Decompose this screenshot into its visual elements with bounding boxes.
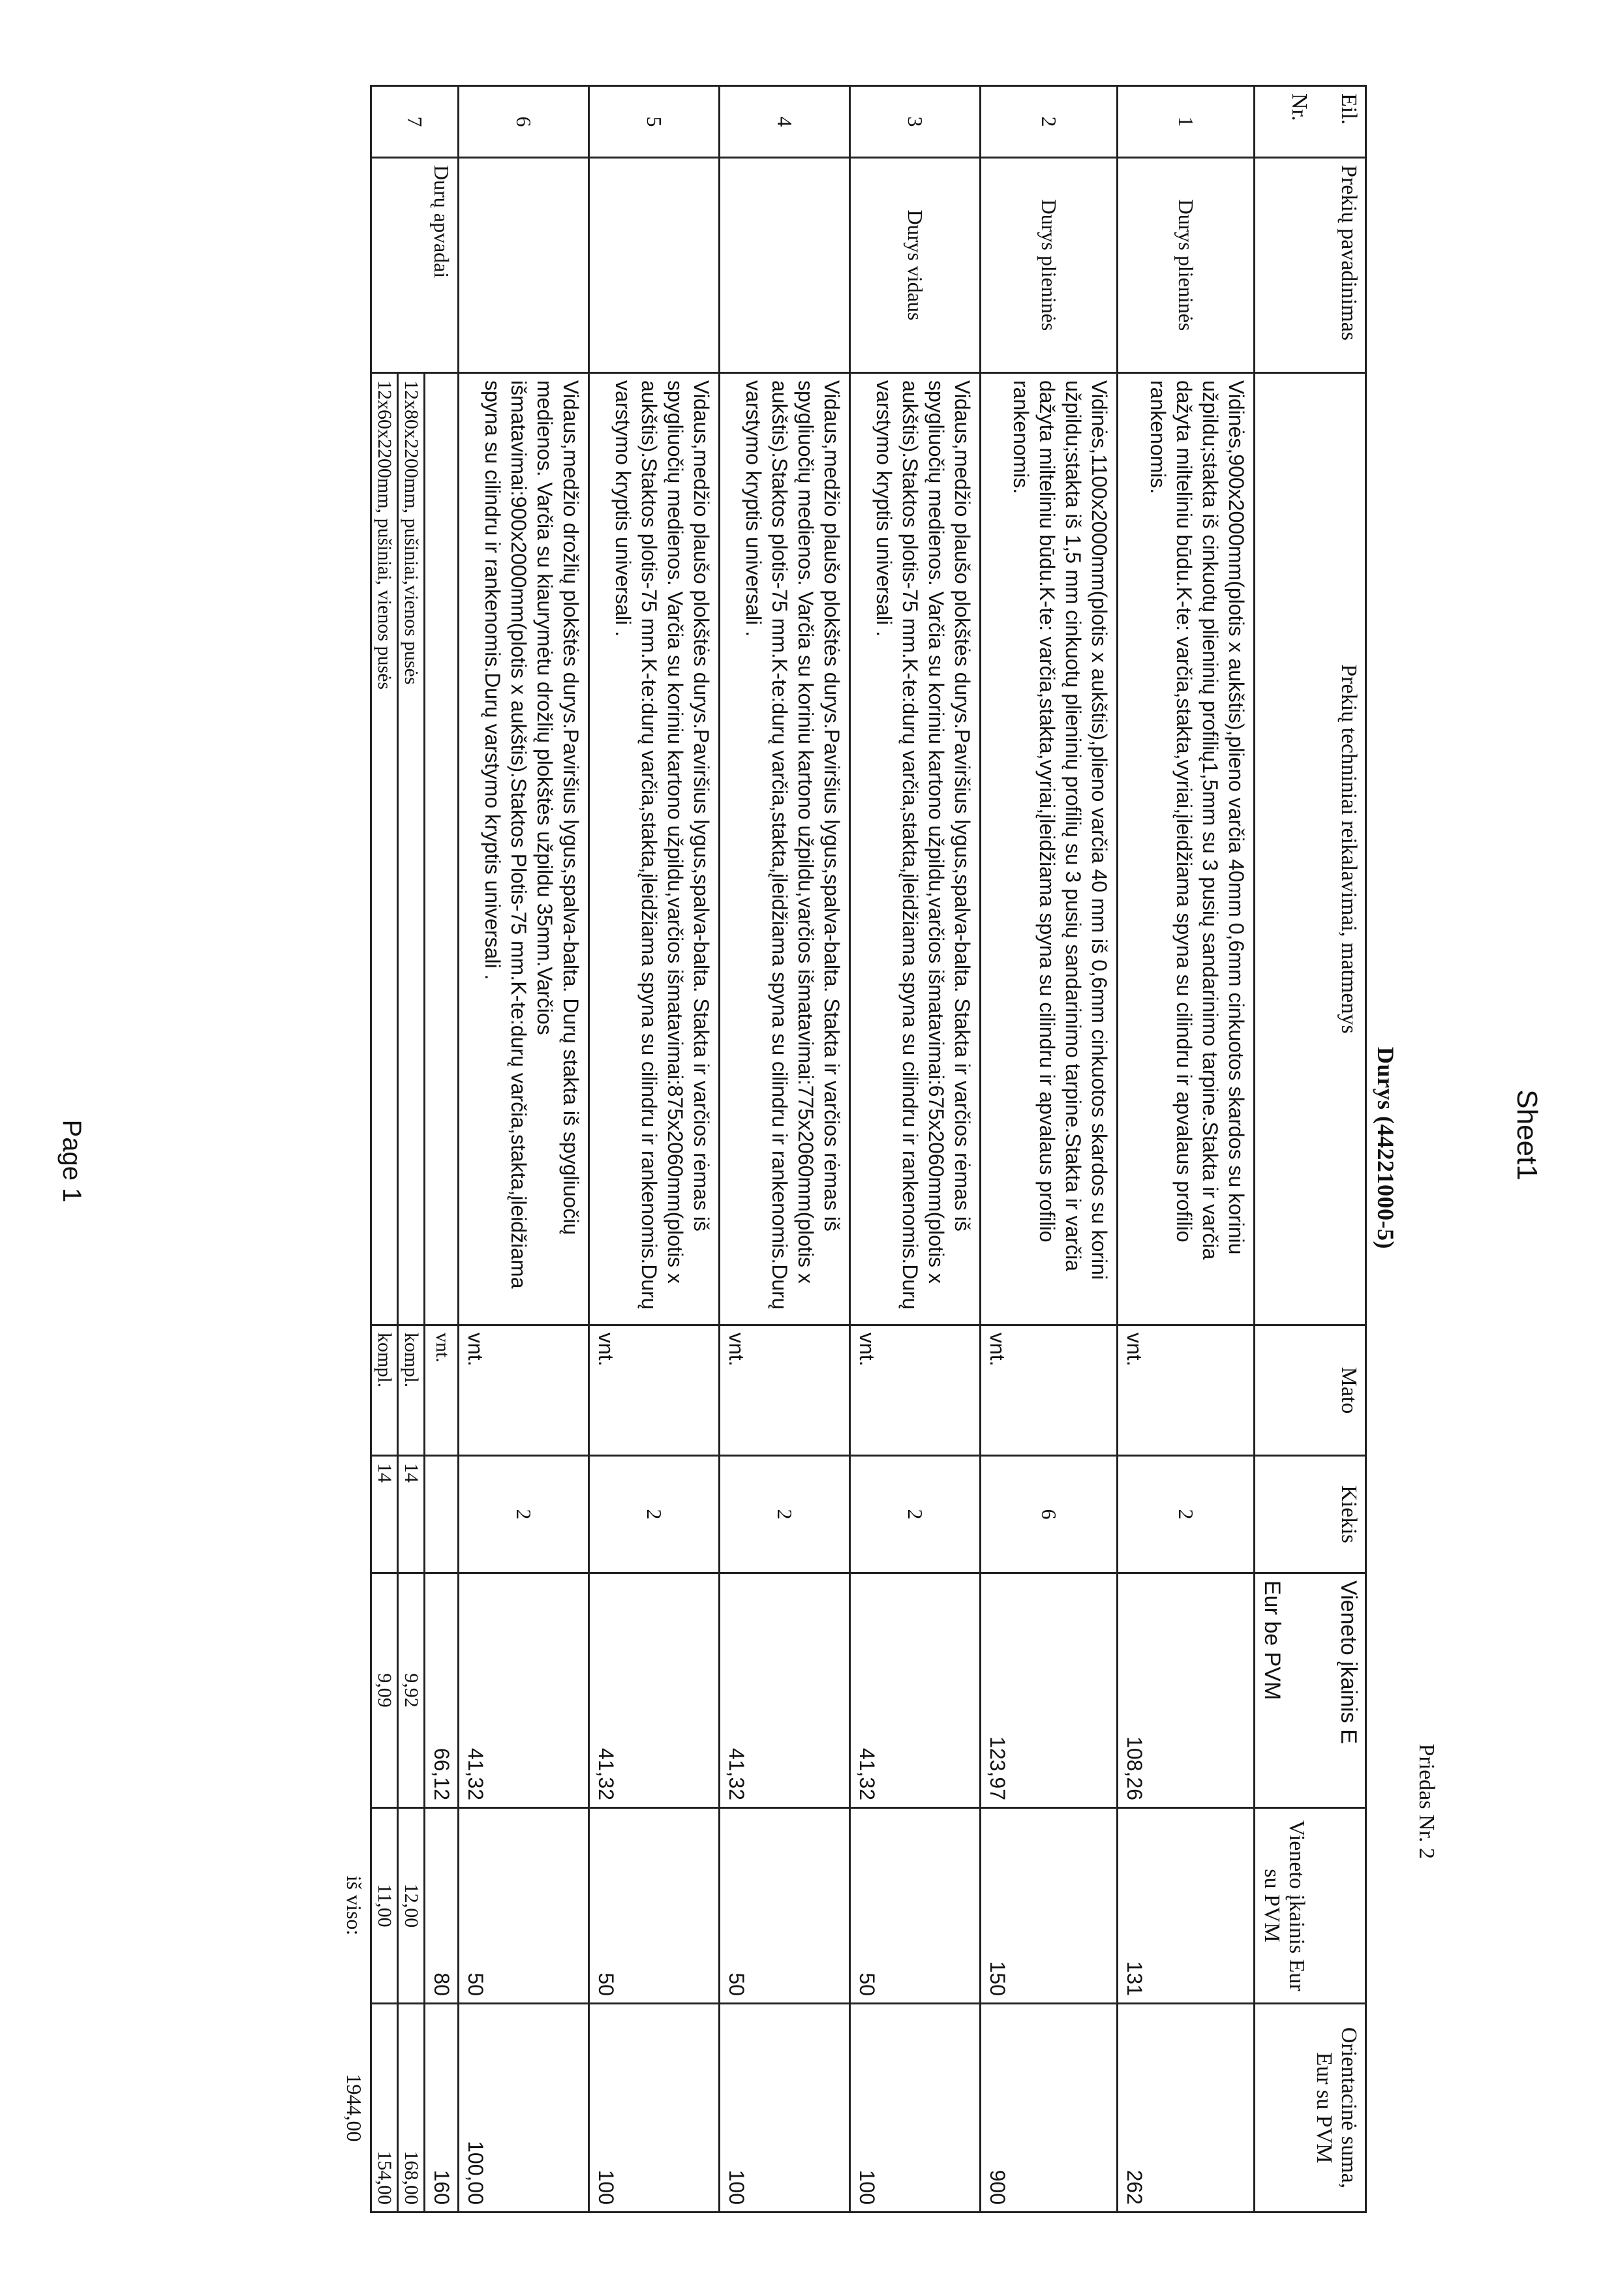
totals-row: [338, 86, 371, 2213]
table-row: 7 Durų apvadai vnt. 66,12 80 160: [425, 86, 459, 2213]
total-value: 1944,00: [343, 2074, 366, 2142]
header-unit-price-vat: Vieneto įkainis Eur su PVM: [1255, 1808, 1366, 2004]
row-description: Vidinės,900x2000mm(plotis x aukštis),plieno varčia 40mm 0,6mm cinkuotos skardos su koriniu užpildu;stakta iš cinkuotų plieninių profilių1,5mm su 3 pusių sandarinimo tarpine.Stakta ir varčia dažyta milteliniu būdu.K-te: varčia,stakta,vyriai,įleidžiama spyna su cilindru ir apvalaus profilio rankenomis.: [1118, 373, 1255, 1325]
table-row: 12x60x2200mm, pušiniai, vienos pusės kompl. 14 9,09 11,00 154,00: [371, 86, 398, 2213]
doors-table: [338, 85, 1367, 2213]
total-label: iš viso:: [343, 1875, 366, 1936]
rotated-page: [179, 72, 1439, 2224]
header-nr: Eil. Nr.: [1255, 86, 1366, 158]
header-unit-price: Vieneto įkainis E Eur be PVM: [1255, 1573, 1366, 1808]
annex-label: Priedas Nr. 2: [1414, 1744, 1439, 1859]
table-row: 6 Vidaus,medžio drožlių plokštės durys.Paviršius lygus,spalva-balta. Durų stakta iš spygliuočių medienos. Varčia su kiaurymėtu drožlių plokštės užpildu 35mm.Varčios išmatavimai:900x2000mm(plotis x aukštis).Staktos Plotis-75 mm.K-te:durų varčia,stakta,įleidžiama spyna su cilindru ir rankenomis.Durų varstymo kryptis universali . vnt. 2 41,32 50 100,00: [459, 86, 589, 2213]
header-sum-vat: Orientacinė suma, Eur su PVM: [1255, 2004, 1366, 2213]
row-description: Vidaus,medžio plaušo plokštės durys.Paviršius lygus,spalva-balta. Stakta ir varčios rėmas iš spygliuočių medienos. Varčia su koriniu kartono užpildu,varčios išmatavimai:775x2060mm(plotis x aukštis).Staktos plotis-75 mm.K-te:durų varčia,stakta,įleidžiama spyna su cilindru ir rankenomis.Durų varstymo kryptis universali .: [720, 373, 850, 1325]
table-row: 5 Vidaus,medžio plaušo plokštės durys.Paviršius lygus,spalva-balta. Stakta ir varčios rėmas iš spygliuočių medienos. Varčia su koriniu kartono užpildu,varčios išmatavimai:875x2060mm(plotis x aukštis).Staktos plotis-75 mm.K-te:durų varčia,stakta,įleidžiama spyna su cilindru ir rankenomis.Durų varstymo kryptis universali . vnt. 2 41,32 50 100: [589, 86, 720, 2213]
header-requirements: Prekių techniniai reikalavimai, matmenys: [1255, 373, 1366, 1325]
table-row: 3 Durys vidaus Vidaus,medžio plaušo plokštės durys.Paviršius lygus,spalva-balta. Stakta ir varčios rėmas iš spygliuočių medienos. Varčia su koriniu kartono užpildu,varčios išmatavimai:675x2060mm(plotis x aukštis).Staktos plotis-75 mm.K-te:durų varčia,stakta,įleidžiama spyna su cilindru ir rankenomis.Durų varstymo kryptis universali . vnt. 2 41,32 50 100: [850, 86, 981, 2213]
header-row: [1255, 86, 1366, 2213]
table-row: 12x80x2200mm, pušiniai,vienos pusės kompl. 14 9,92 12,00 168,00: [398, 86, 425, 2213]
header-unit: Mato: [1255, 1325, 1366, 1456]
table-row: 1 Durys plieninės Vidinės,900x2000mm(plotis x aukštis),plieno varčia 40mm 0,6mm cinkuotos skardos su koriniu užpildu;stakta iš cinkuotų plieninių profilių1,5mm su 3 pusių sandarinimo tarpine.Stakta ir varčia dažyta milteliniu būdu.K-te: varčia,stakta,vyriai,įleidžiama spyna su cilindru ir apvalaus profilio rankenomis. vnt. 2 108,26 131 262: [1118, 86, 1255, 2213]
header-qty: Kiekis: [1255, 1456, 1366, 1573]
table-row: 2 Durys plieninės Vidinės,1100x2000mm(plotis x aukštis),plieno varčia 40 mm iš 0,6mm cinkuotos skardos su korini užpildu;stakta iš 1,5 mm cinkuotų plieninių profilių su 3 pusių sandarinimo tarpine.Stakta ir varčia dažyta milteliniu būdu.K-te: varčia,stakta,vyriai,įleidžiama spyna su cilindru ir apvalaus profilio rankenomis. vnt. 6 123,97 150 900: [981, 86, 1118, 2213]
sheet-title: Sheet1: [1511, 1089, 1543, 1181]
row-description: Vidaus,medžio drožlių plokštės durys.Paviršius lygus,spalva-balta. Durų stakta iš spygliuočių medienos. Varčia su kiaurymėtu drožlių plokštės užpildu 35mm.Varčios išmatavimai:900x2000mm(plotis x aukštis).Staktos Plotis-75 mm.K-te:durų varčia,stakta,įleidžiama spyna su cilindru ir rankenomis.Durų varstymo kryptis universali .: [459, 373, 589, 1325]
row-description: Vidaus,medžio plaušo plokštės durys.Paviršius lygus,spalva-balta. Stakta ir varčios rėmas iš spygliuočių medienos. Varčia su koriniu kartono užpildu,varčios išmatavimai:675x2060mm(plotis x aukštis).Staktos plotis-75 mm.K-te:durų varčia,stakta,įleidžiama spyna su cilindru ir rankenomis.Durų varstymo kryptis universali .: [850, 373, 981, 1325]
row-description: Vidaus,medžio plaušo plokštės durys.Paviršius lygus,spalva-balta. Stakta ir varčios rėmas iš spygliuočių medienos. Varčia su koriniu kartono užpildu,varčios išmatavimai:875x2060mm(plotis x aukštis).Staktos plotis-75 mm.K-te:durų varčia,stakta,įleidžiama spyna su cilindru ir rankenomis.Durų varstymo kryptis universali .: [589, 373, 720, 1325]
header-name: Prekių pavadinimas: [1255, 158, 1366, 373]
table-row: 4 Vidaus,medžio plaušo plokštės durys.Paviršius lygus,spalva-balta. Stakta ir varčios rėmas iš spygliuočių medienos. Varčia su koriniu kartono užpildu,varčios išmatavimai:775x2060mm(plotis x aukštis).Staktos plotis-75 mm.K-te:durų varčia,stakta,įleidžiama spyna su cilindru ir rankenomis.Durų varstymo kryptis universali . vnt. 2 41,32 50 100: [720, 86, 850, 2213]
row-description: Vidinės,1100x2000mm(plotis x aukštis),plieno varčia 40 mm iš 0,6mm cinkuotos skardos su korini užpildu;stakta iš 1,5 mm cinkuotų plieninių profilių su 3 pusių sandarinimo tarpine.Stakta ir varčia dažyta milteliniu būdu.K-te: varčia,stakta,vyriai,įleidžiama spyna su cilindru ir apvalaus profilio rankenomis.: [981, 373, 1118, 1325]
document-title: Durys (44221000-5): [1373, 1047, 1399, 1249]
page-number: Page 1: [57, 1119, 86, 1203]
